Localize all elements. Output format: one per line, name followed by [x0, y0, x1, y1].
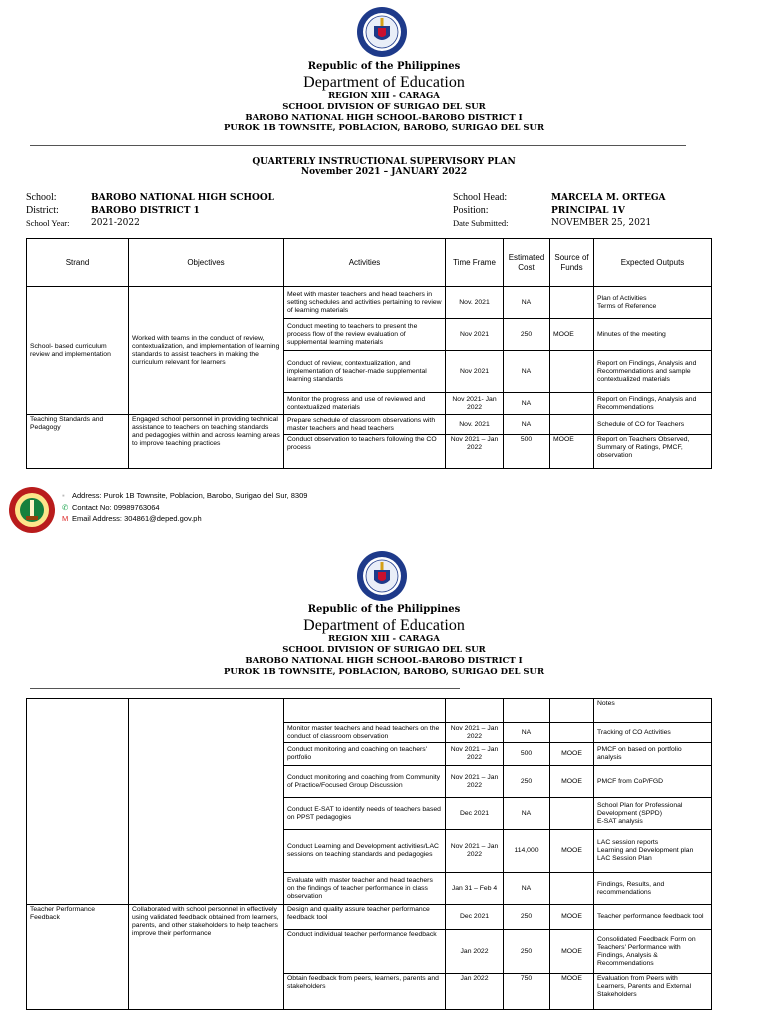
header-divider [30, 688, 460, 689]
department-title: Department of Education [303, 617, 465, 634]
division-line: SCHOOL DIVISION OF SURIGAO DEL SUR [282, 645, 486, 655]
output-cell: Report on Findings, Analysis and Recommendations [594, 393, 712, 415]
objective-cell: Engaged school personnel in providing technical assistance to teachers on teaching standards and pedagogies within and across learning areas to improve teaching practices [129, 415, 284, 469]
header-strand: Strand [27, 239, 129, 287]
activity-cell: Obtain feedback from peers, learners, parents and stakeholders [284, 974, 446, 1010]
head-label: School Head: [453, 192, 508, 203]
objective-cell [129, 699, 284, 905]
cost-cell: 250 [504, 930, 550, 974]
cost-cell: NA [504, 873, 550, 905]
output-cell: Schedule of CO for Teachers [594, 415, 712, 435]
footer-address: Address: Purok 1B Townsite, Poblacion, Barobo, Surigao del Sur, 8309 [72, 491, 308, 500]
time-cell: Nov. 2021 [446, 287, 504, 319]
table-row [27, 287, 712, 319]
time-cell: Dec 2021 [446, 905, 504, 930]
time-cell: Nov 2021 – Jan 2022 [446, 830, 504, 873]
source-cell: MOOE [550, 830, 594, 873]
cost-cell: 250 [504, 766, 550, 798]
activity-cell: Conduct E-SAT to identify needs of teachers based on PPST pedagogies [284, 798, 446, 830]
cost-cell: NA [504, 351, 550, 393]
activity-cell: Conduct monitoring and coaching from Community of Practice/Focused Group Discussion [284, 766, 446, 798]
header-activities: Activities [284, 239, 446, 287]
time-cell: Nov 2021 [446, 351, 504, 393]
activity-cell: Conduct monitoring and coaching on teachers' portfolio [284, 743, 446, 766]
time-cell: Jan 2022 [446, 930, 504, 974]
cost-cell: 250 [504, 319, 550, 351]
source-cell [550, 415, 594, 435]
output-cell: Report on Findings, Analysis and Recommendations and sample contextualized materials [594, 351, 712, 393]
output-cell: Minutes of the meeting [594, 319, 712, 351]
footer-contact-number: Contact No: 09989763064 [72, 502, 160, 512]
output-cell: Plan of Activities Terms of Reference [594, 287, 712, 319]
location-icon: ▪ [62, 491, 65, 500]
activity-cell: Design and quality assure teacher performance feedback tool [284, 905, 446, 930]
date-value: NOVEMBER 25, 2021 [551, 218, 652, 228]
department-title: Department of Education [303, 74, 465, 91]
output-cell: Evaluation from Peers with Learners, Parents and External Stakeholders [594, 974, 712, 1010]
phone-icon: ✆ [62, 502, 69, 512]
time-cell: Nov 2021 – Jan 2022 [446, 435, 504, 469]
cost-cell: 114,000 [504, 830, 550, 873]
region-line: REGION XIII - CARAGA [328, 634, 440, 644]
activity-cell: Prepare schedule of classroom observations with master teachers and head teachers [284, 415, 446, 435]
division-line: SCHOOL DIVISION OF SURIGAO DEL SUR [282, 102, 486, 112]
cost-cell [504, 699, 550, 723]
source-cell: MOOE [550, 974, 594, 1010]
time-cell: Nov. 2021 [446, 415, 504, 435]
source-cell: MOOE [550, 743, 594, 766]
source-cell [550, 798, 594, 830]
output-cell: Notes [594, 699, 712, 723]
cost-cell: 500 [504, 743, 550, 766]
plan-table-page2 [26, 698, 712, 1010]
school-label: School: [26, 192, 57, 203]
table-row [27, 415, 712, 435]
time-cell: Nov 2021 [446, 319, 504, 351]
time-cell: Jan 31 – Feb 4 [446, 873, 504, 905]
position-label: Position: [453, 205, 489, 216]
school-district-line: BAROBO NATIONAL HIGH SCHOOL-BAROBO DISTRICT I [245, 113, 523, 123]
source-cell: MOOE [550, 930, 594, 974]
activity-cell: Evaluate with master teacher and head teachers on the findings of teacher performance in class observation [284, 873, 446, 905]
address-line: PUROK 1B TOWNSITE, POBLACION, BAROBO, SURIGAO DEL SUR [223, 123, 545, 133]
school-value: BAROBO NATIONAL HIGH SCHOOL [91, 193, 275, 203]
time-cell: Dec 2021 [446, 798, 504, 830]
header-estimated-cost: Estimated Cost [504, 239, 550, 287]
address-line: PUROK 1B TOWNSITE, POBLACION, BAROBO, SURIGAO DEL SUR [223, 667, 545, 677]
header-source-of-funds: Source of Funds [550, 239, 594, 287]
activity-cell: Conduct individual teacher performance feedback [284, 930, 446, 974]
district-label: District: [26, 205, 59, 216]
head-value: MARCELA M. ORTEGA [551, 193, 666, 203]
plan-title: QUARTERLY INSTRUCTIONAL SUPERVISORY PLAN [252, 157, 516, 167]
strand-cell: School- based curriculum review and implementation [27, 287, 129, 415]
plan-table-page1 [26, 238, 712, 469]
table-row [27, 699, 712, 723]
deped-seal [356, 6, 408, 58]
footer-email: Email Address: 304861@deped.gov.ph [72, 514, 202, 523]
header-objectives: Objectives [129, 239, 284, 287]
time-cell [446, 699, 504, 723]
objective-cell: Collaborated with school personnel in effectively using validated feedback obtained from learners, parents, and other stakeholders to help teachers improve their performance [129, 905, 284, 1010]
email-icon: M [62, 514, 69, 523]
activity-cell [284, 699, 446, 723]
header-expected-outputs: Expected Outputs [594, 239, 712, 287]
strand-cell: Teaching Standards and Pedagogy [27, 415, 129, 469]
cost-cell: 750 [504, 974, 550, 1010]
source-cell [550, 287, 594, 319]
activity-cell: Monitor the progress and use of reviewed and contextualized materials [284, 393, 446, 415]
strand-cell: Teacher Performance Feedback [27, 905, 129, 1010]
school-district-line: BAROBO NATIONAL HIGH SCHOOL-BAROBO DISTRICT I [245, 656, 523, 666]
source-cell: MOOE [550, 319, 594, 351]
time-cell: Nov 2021- Jan 2022 [446, 393, 504, 415]
source-cell [550, 393, 594, 415]
output-cell: LAC session reports Learning and Development plan LAC Session Plan [594, 830, 712, 873]
district-value: BAROBO DISTRICT 1 [91, 206, 200, 216]
source-cell: MOOE [550, 905, 594, 930]
source-cell: MOOE [550, 435, 594, 469]
footer-contact [62, 490, 307, 525]
time-cell: Nov 2021 – Jan 2022 [446, 743, 504, 766]
output-cell: PMCF on based on portfolio analysis [594, 743, 712, 766]
deped-seal-page2 [356, 550, 408, 602]
activity-cell: Conduct meeting to teachers to present the process flow of the review evaluation of supplemental learning materials [284, 319, 446, 351]
cost-cell: 250 [504, 905, 550, 930]
position-value: PRINCIPAL 1V [551, 206, 625, 216]
activity-cell: Meet with master teachers and head teachers in setting schedules and activities pertaining to review of learning materials [284, 287, 446, 319]
activity-cell: Conduct of review, contextualization, and implementation of teacher-made supplemental learning standards [284, 351, 446, 393]
table-row [27, 905, 712, 930]
source-cell [550, 699, 594, 723]
output-cell: Findings, Results, and recommendations [594, 873, 712, 905]
date-label: Date Submitted: [453, 218, 509, 228]
output-cell: PMCF from CoP/FGD [594, 766, 712, 798]
activity-cell: Conduct Learning and Development activities/LAC sessions on teaching standards and pedagogies [284, 830, 446, 873]
region-line: REGION XIII - CARAGA [328, 91, 440, 101]
plan-period: November 2021 – JANUARY 2022 [300, 167, 468, 177]
school-logo [8, 486, 56, 534]
output-cell: Report on Teachers Observed, Summary of Ratings, PMCF, observation [594, 435, 712, 469]
cost-cell: NA [504, 723, 550, 743]
time-cell: Nov 2021 – Jan 2022 [446, 766, 504, 798]
header-divider [30, 145, 686, 146]
cost-cell: 500 [504, 435, 550, 469]
year-value: 2021-2022 [91, 218, 140, 228]
republic-line: Republic of the Philippines [307, 61, 461, 72]
output-cell: Tracking of CO Activities [594, 723, 712, 743]
source-cell [550, 723, 594, 743]
table-header-row [27, 239, 712, 287]
activity-cell: Conduct observation to teachers following the CO process [284, 435, 446, 469]
year-label: School Year: [26, 218, 70, 228]
output-cell: Teacher performance feedback tool [594, 905, 712, 930]
time-cell: Nov 2021 – Jan 2022 [446, 723, 504, 743]
republic-line: Republic of the Philippines [307, 604, 461, 615]
cost-cell: NA [504, 393, 550, 415]
source-cell [550, 351, 594, 393]
time-cell: Jan 2022 [446, 974, 504, 1010]
cost-cell: NA [504, 287, 550, 319]
cost-cell: NA [504, 415, 550, 435]
header-time-frame: Time Frame [446, 239, 504, 287]
objective-cell: Worked with teams in the conduct of review, contextualization, and implementation of learning standards to assist teachers in making the curriculum relevant for learners [129, 287, 284, 415]
source-cell: MOOE [550, 766, 594, 798]
activity-cell: Monitor master teachers and head teachers on the conduct of classroom observation [284, 723, 446, 743]
strand-cell [27, 699, 129, 905]
source-cell [550, 873, 594, 905]
output-cell: School Plan for Professional Development (SPPD) E-SAT analysis [594, 798, 712, 830]
cost-cell: NA [504, 798, 550, 830]
output-cell: Consolidated Feedback Form on Teachers' Performance with Findings, Analysis & Recommendations [594, 930, 712, 974]
